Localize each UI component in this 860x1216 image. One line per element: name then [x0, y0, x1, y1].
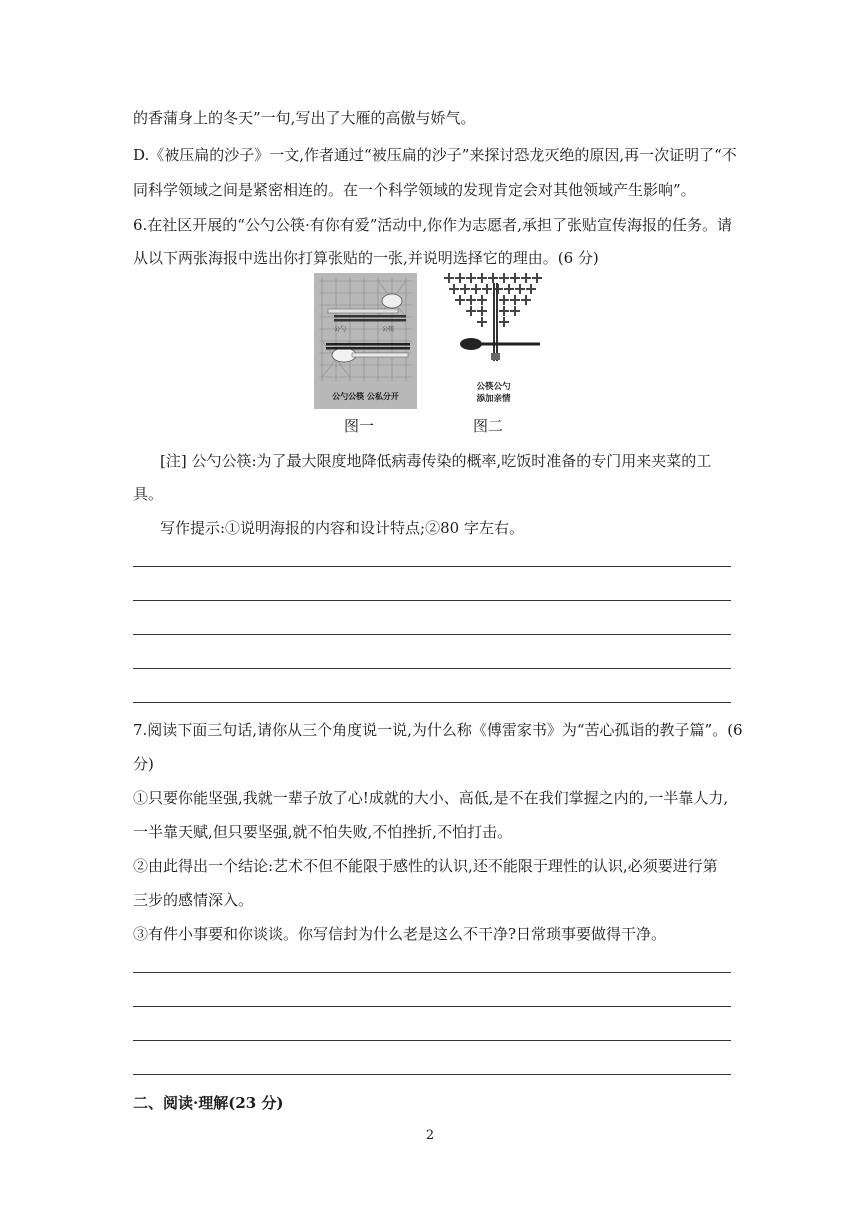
text-line: 的香蒲身上的冬天”一句,写出了大雁的高傲与娇气。 [133, 109, 476, 127]
answer-line[interactable] [133, 1074, 731, 1075]
answer-line[interactable] [133, 600, 731, 601]
figure-1-caption: 图一 [344, 417, 375, 435]
text-line: 一半靠天赋,但只要坚强,就不怕失败,不怕挫折,不怕打击。 [133, 823, 513, 841]
sentence-2: ②由此得出一个结论:艺术不但不能限于感性的认识,还不能限于理性的认识,必须要进行第 [133, 857, 718, 875]
page-number: 2 [425, 1128, 435, 1143]
note-line: 具。 [133, 485, 164, 503]
poster-2-slogan-line2: 添加亲情 [476, 394, 511, 404]
writing-tip: 写作提示:①说明海报的内容和设计特点;②80 字左右。 [160, 519, 524, 537]
sentence-3: ③有件小事要和你谈谈。你写信封为什么老是这么不干净?日常琐事要做得干净。 [133, 925, 667, 943]
answer-line[interactable] [133, 702, 731, 703]
text-line: 三步的感情深入。 [133, 891, 254, 909]
sentence-1: ①只要你能坚强,我就一辈子放了心!成就的大小、高低,是不在我们掌握之内的,一半靠人力, [133, 789, 729, 807]
answer-line[interactable] [133, 1040, 731, 1041]
poster-2-slogan-line1: 公筷公勺 [476, 382, 511, 392]
text-line: 同科学领域之间是紧密相连的。在一个科学领域的发现肯定会对其他领域产生影响”。 [133, 181, 696, 199]
answer-line[interactable] [133, 972, 731, 973]
text-line: 从以下两张海报中选出你打算张贴的一张,并说明选择它的理由。(6 分) [133, 249, 599, 267]
poster-1-label-left: 公勺 [334, 326, 347, 333]
figure-2-caption: 图二 [473, 417, 504, 435]
poster-1-image [314, 273, 417, 409]
question-6: 6.在社区开展的“公勺公筷·有你有爱”活动中,你作为志愿者,承担了张贴宣传海报的任务。请 [133, 216, 732, 234]
option-d-line: D.《被压扁的沙子》一文,作者通过“被压扁的沙子”来探讨恐龙灭绝的原因,再一次证明了“不 [133, 146, 737, 164]
poster-2-image [442, 273, 545, 409]
poster-1-label-right: 公筷 [382, 326, 395, 333]
answer-line[interactable] [133, 566, 731, 567]
answer-line[interactable] [133, 1006, 731, 1007]
answer-line[interactable] [133, 668, 731, 669]
answer-line[interactable] [133, 634, 731, 635]
section-heading: 二、阅读·理解(23 分) [133, 1094, 284, 1112]
text-line: 分) [133, 755, 154, 773]
poster-1-slogan: 公勺公筷 公私分开 [332, 392, 399, 401]
question-7: 7.阅读下面三句话,请你从三个角度说一说,为什么称《傅雷家书》为“苦心孤诣的教子篇”。(6 [133, 721, 743, 739]
note-line: [注] 公勺公筷:为了最大限度地降低病毒传染的概率,吃饭时准备的专门用来夹菜的工 [160, 452, 712, 470]
